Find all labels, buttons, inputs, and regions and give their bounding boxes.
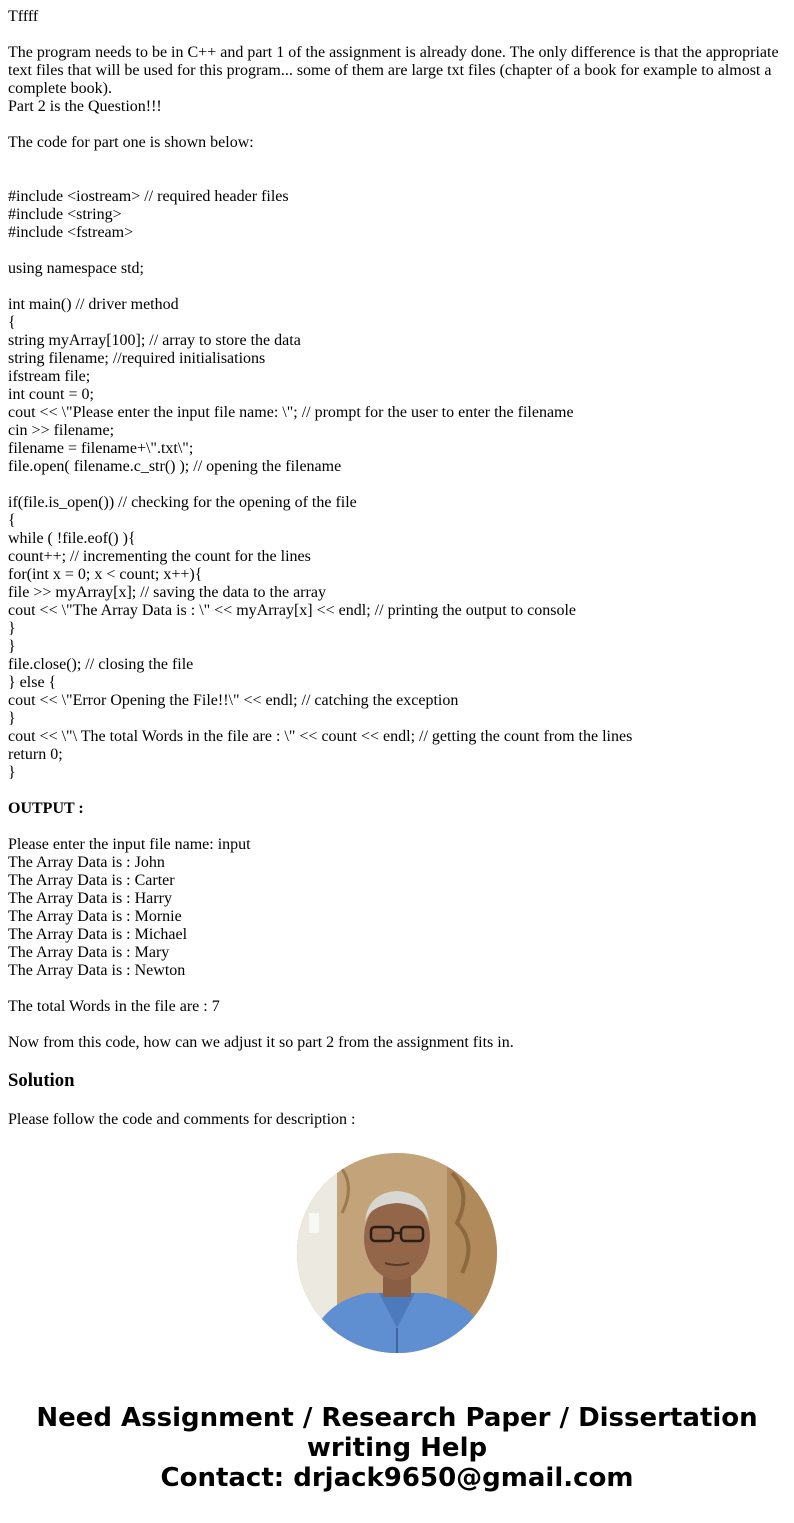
code-line: cout << \"Error Opening the File!!\" << endl; // catching the exception [8, 692, 459, 709]
code-line: } else { [8, 674, 57, 691]
code-line: string filename; //required initialisations [8, 350, 266, 367]
output-line: The Array Data is : Mary [8, 944, 170, 961]
code-intro: The code for part one is shown below: [8, 134, 254, 151]
code-line: } [8, 638, 16, 655]
code-line: file >> myArray[x]; // saving the data to the array [8, 584, 326, 601]
output-heading: OUTPUT : [8, 800, 84, 817]
output-line: Please enter the input file name: input [8, 836, 251, 853]
question-text: Now from this code, how can we adjust it so part 2 from the assignment fits in. [8, 1034, 514, 1051]
code-line: cin >> filename; [8, 422, 115, 439]
intro-line: The program needs to be in C++ and part 1 of the assignment is already done. The only difference is that the appropriate text files that will be used for this program... some of them are large txt files (chapter of a book for example to almost a complete book). [8, 44, 783, 97]
output-line: The Array Data is : John [8, 854, 165, 871]
intro-line: Part 2 is the Question!!! [8, 98, 162, 115]
code-line: cout << \"\ The total Words in the file are : \" << count << endl; // getting the count from the lines [8, 728, 633, 745]
solution-text: Please follow the code and comments for description : [8, 1111, 356, 1128]
doc-title: Tffff [8, 8, 39, 25]
output-line: The Array Data is : Newton [8, 962, 186, 979]
code-line: cout << \"Please enter the input file name: \"; // prompt for the user to enter the filename [8, 404, 574, 421]
document-body [8, 8, 786, 1147]
cta-line: Need Assignment / Research Paper / Dissertation [36, 1403, 758, 1433]
code-line: int count = 0; [8, 386, 94, 403]
code-line: file.open( filename.c_str() ); // opening the filename [8, 458, 342, 475]
code-line: using namespace std; [8, 260, 144, 277]
code-line: { [8, 512, 16, 529]
output-line: The Array Data is : Mornie [8, 908, 182, 925]
code-line: count++; // incrementing the count for the lines [8, 548, 311, 565]
output-block [8, 836, 786, 980]
output-line: The Array Data is : Michael [8, 926, 188, 943]
code-line: int main() // driver method [8, 296, 179, 313]
code-line: } [8, 764, 16, 781]
output-line: The Array Data is : Harry [8, 890, 172, 907]
code-line: return 0; [8, 746, 63, 763]
code-line: ifstream file; [8, 368, 91, 385]
code-line [8, 278, 786, 296]
code-line [8, 242, 786, 260]
output-line: The Array Data is : Carter [8, 872, 175, 889]
code-line: } [8, 710, 16, 727]
code-line: #include <string> [8, 206, 122, 223]
code-line: if(file.is_open()) // checking for the opening of the file [8, 494, 357, 511]
code-block [8, 188, 786, 782]
code-line: file.close(); // closing the file [8, 656, 194, 673]
author-portrait-icon [297, 1153, 497, 1353]
code-line: while ( !file.eof() ){ [8, 530, 136, 547]
code-line: string myArray[100]; // array to store the data [8, 332, 301, 349]
intro-paragraph [8, 44, 786, 116]
cta-contact-line: Contact: drjack9650@gmail.com [160, 1463, 634, 1493]
code-line: #include <iostream> // required header files [8, 188, 289, 205]
contact-banner [0, 1403, 794, 1493]
code-line: filename = filename+\".txt\"; [8, 440, 194, 457]
code-line: for(int x = 0; x < count; x++){ [8, 566, 203, 583]
code-line: } [8, 620, 16, 637]
total-words-line: The total Words in the file are : 7 [8, 998, 220, 1015]
cta-line: writing Help [306, 1433, 488, 1463]
author-avatar [297, 1153, 497, 1353]
code-line: { [8, 314, 16, 331]
code-line [8, 476, 786, 494]
solution-heading: Solution [8, 1070, 75, 1091]
code-line: cout << \"The Array Data is : \" << myArray[x] << endl; // printing the output to console [8, 602, 576, 619]
code-line: #include <fstream> [8, 224, 134, 241]
spacer [8, 170, 786, 188]
